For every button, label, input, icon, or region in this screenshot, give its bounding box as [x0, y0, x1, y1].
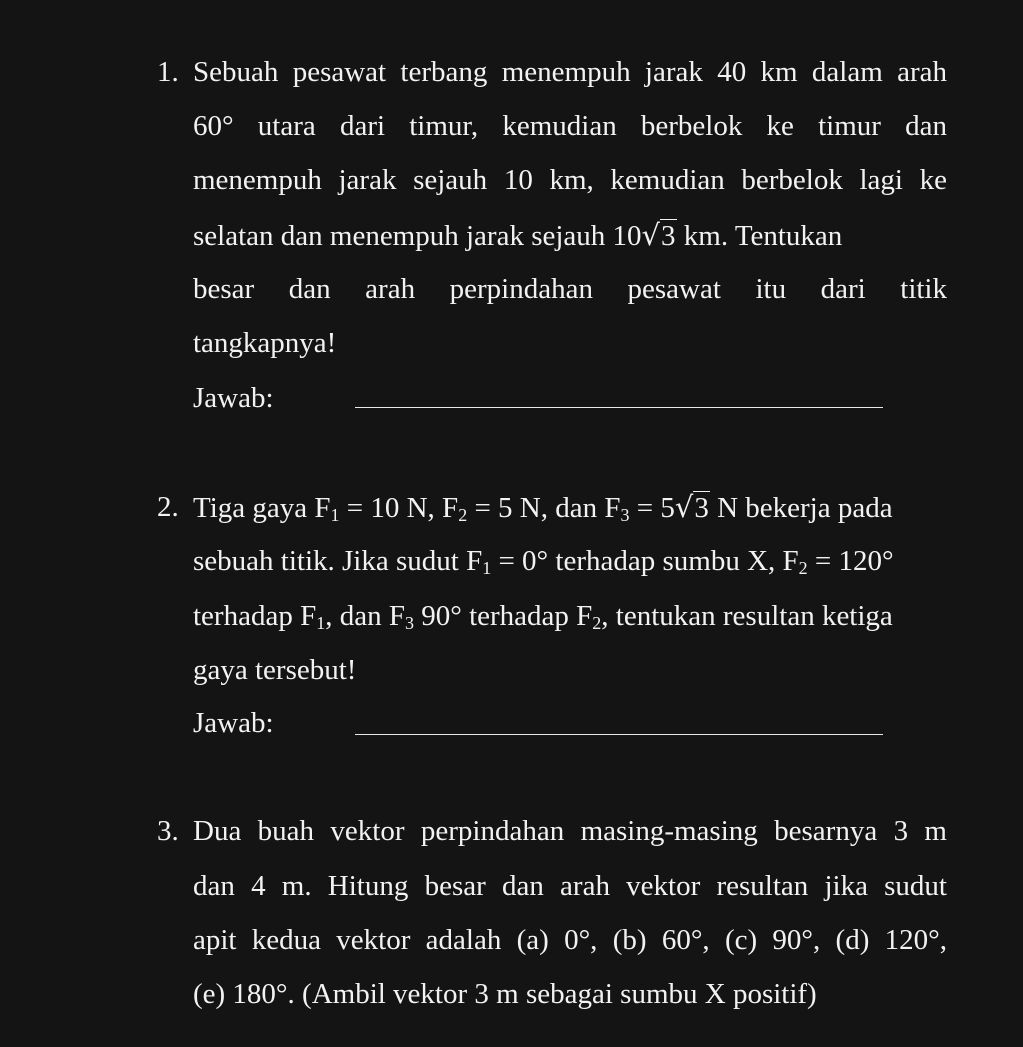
q2-text: = 5 — [629, 492, 675, 524]
question-3-number: 3. — [157, 815, 179, 847]
subscript: 1 — [482, 558, 492, 578]
q2-text: = 5 N, dan F — [467, 492, 621, 524]
question-1-number: 1. — [157, 56, 179, 88]
question-1-line-1: Sebuah pesawat terbang menempuh jarak 40 km dalam arah — [193, 56, 947, 88]
question-3-line-1: Dua buah vektor perpindahan masing-masing besarnya 3 m — [193, 815, 947, 847]
question-1-line-2: 60° utara dari timur, kemudian berbelok ke timur dan — [193, 110, 947, 142]
q2-text: Tiga gaya F — [193, 492, 331, 524]
question-1-line-4-tail: km. Tentukan — [676, 220, 843, 252]
question-1-line-4 — [193, 217, 842, 254]
question-2-line-3 — [193, 598, 893, 634]
question-2-line-2 — [193, 543, 894, 579]
question-2-answer-field[interactable] — [355, 734, 883, 735]
q2-text: = 120° — [807, 545, 894, 577]
question-2-number: 2. — [157, 491, 179, 523]
subscript: 2 — [592, 613, 602, 633]
question-1-line-3: menempuh jarak sejauh 10 km, kemudian berbelok lagi ke — [193, 164, 947, 196]
subscript: 2 — [798, 558, 808, 578]
question-1-line-6: tangkapnya! — [193, 327, 337, 359]
subscript: 1 — [316, 613, 326, 633]
question-2-line-4: gaya tersebut! — [193, 654, 357, 686]
q2-text: = 10 N, F — [339, 492, 459, 524]
sqrt-expression: √3 — [641, 218, 676, 252]
radicand: 3 — [694, 492, 709, 524]
question-1-answer-label: Jawab: — [193, 382, 274, 414]
question-1-line-4-text: selatan dan menempuh jarak sejauh — [193, 220, 613, 252]
q2-text: 90° terhadap F — [413, 600, 593, 632]
q2-text: = 0° terhadap sumbu X, F — [491, 545, 799, 577]
q2-text: sebuah titik. Jika sudut F — [193, 545, 483, 577]
radicand: 3 — [661, 220, 676, 252]
q2-text: terhadap F — [193, 600, 317, 632]
question-1-answer-field[interactable] — [355, 407, 883, 408]
question-3-line-2: dan 4 m. Hitung besar dan arah vektor resultan jika sudut — [193, 870, 947, 902]
question-1-coefficient: 10 — [612, 220, 642, 252]
subscript: 2 — [458, 505, 468, 525]
question-2-answer-label: Jawab: — [193, 707, 274, 739]
subscript: 3 — [620, 505, 630, 525]
question-3-line-3: apit kedua vektor adalah (a) 0°, (b) 60°, (c) 90°, (d) 120°, — [193, 924, 947, 956]
subscript: 1 — [330, 505, 340, 525]
q2-text: , dan F — [325, 600, 405, 632]
q2-text: , tentukan resultan ketiga — [601, 600, 893, 632]
q2-text: N bekerja pada — [709, 492, 893, 524]
subscript: 3 — [404, 613, 414, 633]
question-1-line-5: besar dan arah perpindahan pesawat itu dari titik — [193, 273, 947, 305]
question-2-line-1 — [193, 489, 893, 526]
sqrt-expression: √3 — [674, 490, 709, 524]
question-3-line-4: (e) 180°. (Ambil vektor 3 m sebagai sumbu X positif) — [193, 978, 817, 1010]
